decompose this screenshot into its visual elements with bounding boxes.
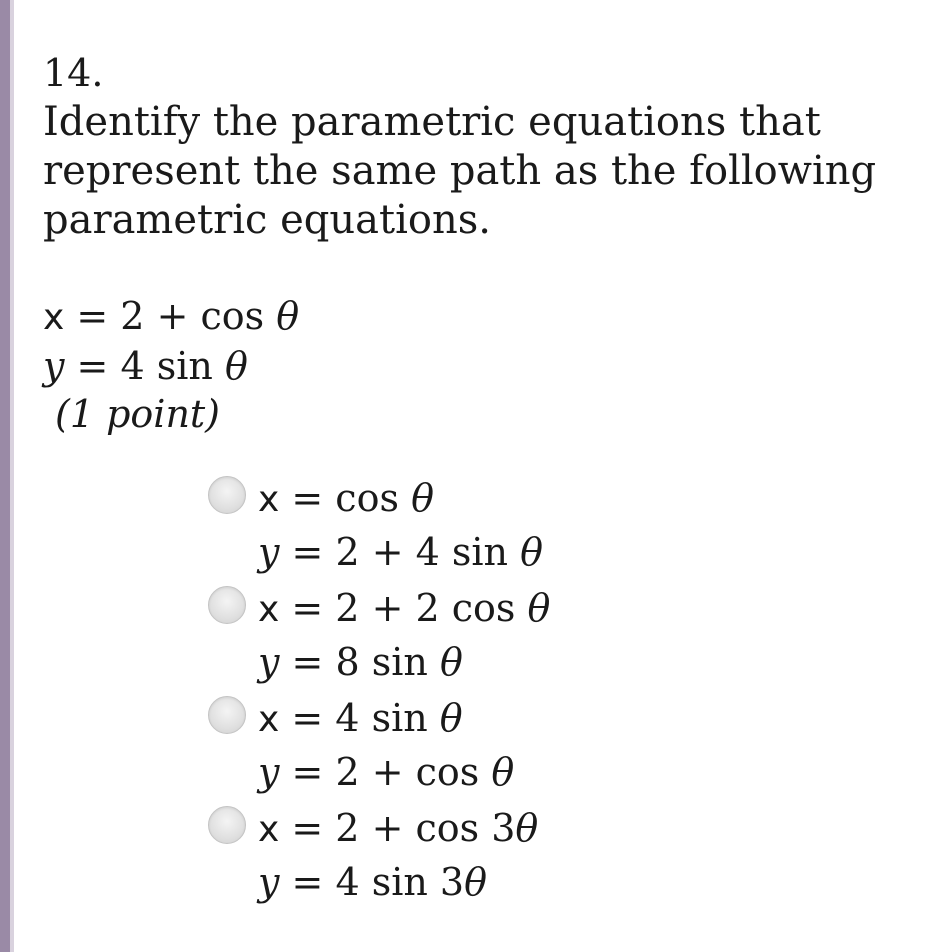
question-number: 14. [43,51,104,95]
var-y: y [43,344,65,388]
given-y-equation [43,342,299,390]
theta-symbol: θ [464,860,487,904]
radio-button[interactable] [208,476,246,514]
var-y: y [258,530,280,574]
left-accent-bar [0,0,10,952]
option-y-equation [258,636,550,688]
var-x: x [43,297,65,338]
theta-symbol: θ [439,640,463,684]
option-x-rhs: = 2 + cos 3 [279,806,516,850]
var-y: y [258,860,280,904]
option-equations [258,582,550,688]
option-x-rhs: = cos [279,476,412,520]
option-equations [258,472,543,578]
var-y: y [258,750,280,794]
option-x-equation [258,802,538,856]
option-x-rhs: = 4 sin [279,696,440,740]
theta-symbol: θ [491,750,515,794]
option-x-equation [258,472,543,526]
option-y-rhs: = 4 sin 3 [279,860,465,904]
answer-option-1[interactable] [208,472,550,582]
option-y-equation [258,746,514,798]
option-equations [258,802,538,908]
theta-symbol: θ [276,294,300,338]
option-x-equation [258,582,550,636]
question-text: Identify the parametric equations that represent the same path as the following parametric equations. [43,99,877,243]
answer-options [208,472,550,912]
answer-option-4[interactable] [208,802,550,912]
theta-symbol: θ [520,530,543,574]
given-x-rhs: = 2 + cos [64,294,277,338]
theta-symbol: θ [527,586,551,630]
option-y-rhs: = 2 + 4 sin [279,530,521,574]
points-label: (1 point) [55,392,221,436]
var-x: x [258,589,280,630]
theta-symbol: θ [515,806,539,850]
option-x-equation [258,692,514,746]
option-y-equation [258,856,538,908]
theta-symbol: θ [439,696,463,740]
option-x-rhs: = 2 + 2 cos [279,586,528,630]
option-y-equation [258,526,543,578]
answer-option-3[interactable] [208,692,550,802]
left-accent-bar-inner [10,0,14,952]
theta-symbol: θ [411,476,434,520]
var-x: x [258,699,280,740]
given-y-rhs: = 4 sin [64,344,225,388]
radio-button[interactable] [208,696,246,734]
var-x: x [258,809,280,850]
option-equations [258,692,514,798]
option-y-rhs: = 8 sin [279,640,440,684]
theta-symbol: θ [224,344,248,388]
given-equations [43,292,299,438]
radio-button[interactable] [208,586,246,624]
answer-option-2[interactable] [208,582,550,692]
radio-button[interactable] [208,806,246,844]
var-y: y [258,640,280,684]
option-y-rhs: = 2 + cos [279,750,492,794]
question-block [43,48,923,245]
given-x-equation [43,292,299,342]
var-x: x [258,479,280,520]
